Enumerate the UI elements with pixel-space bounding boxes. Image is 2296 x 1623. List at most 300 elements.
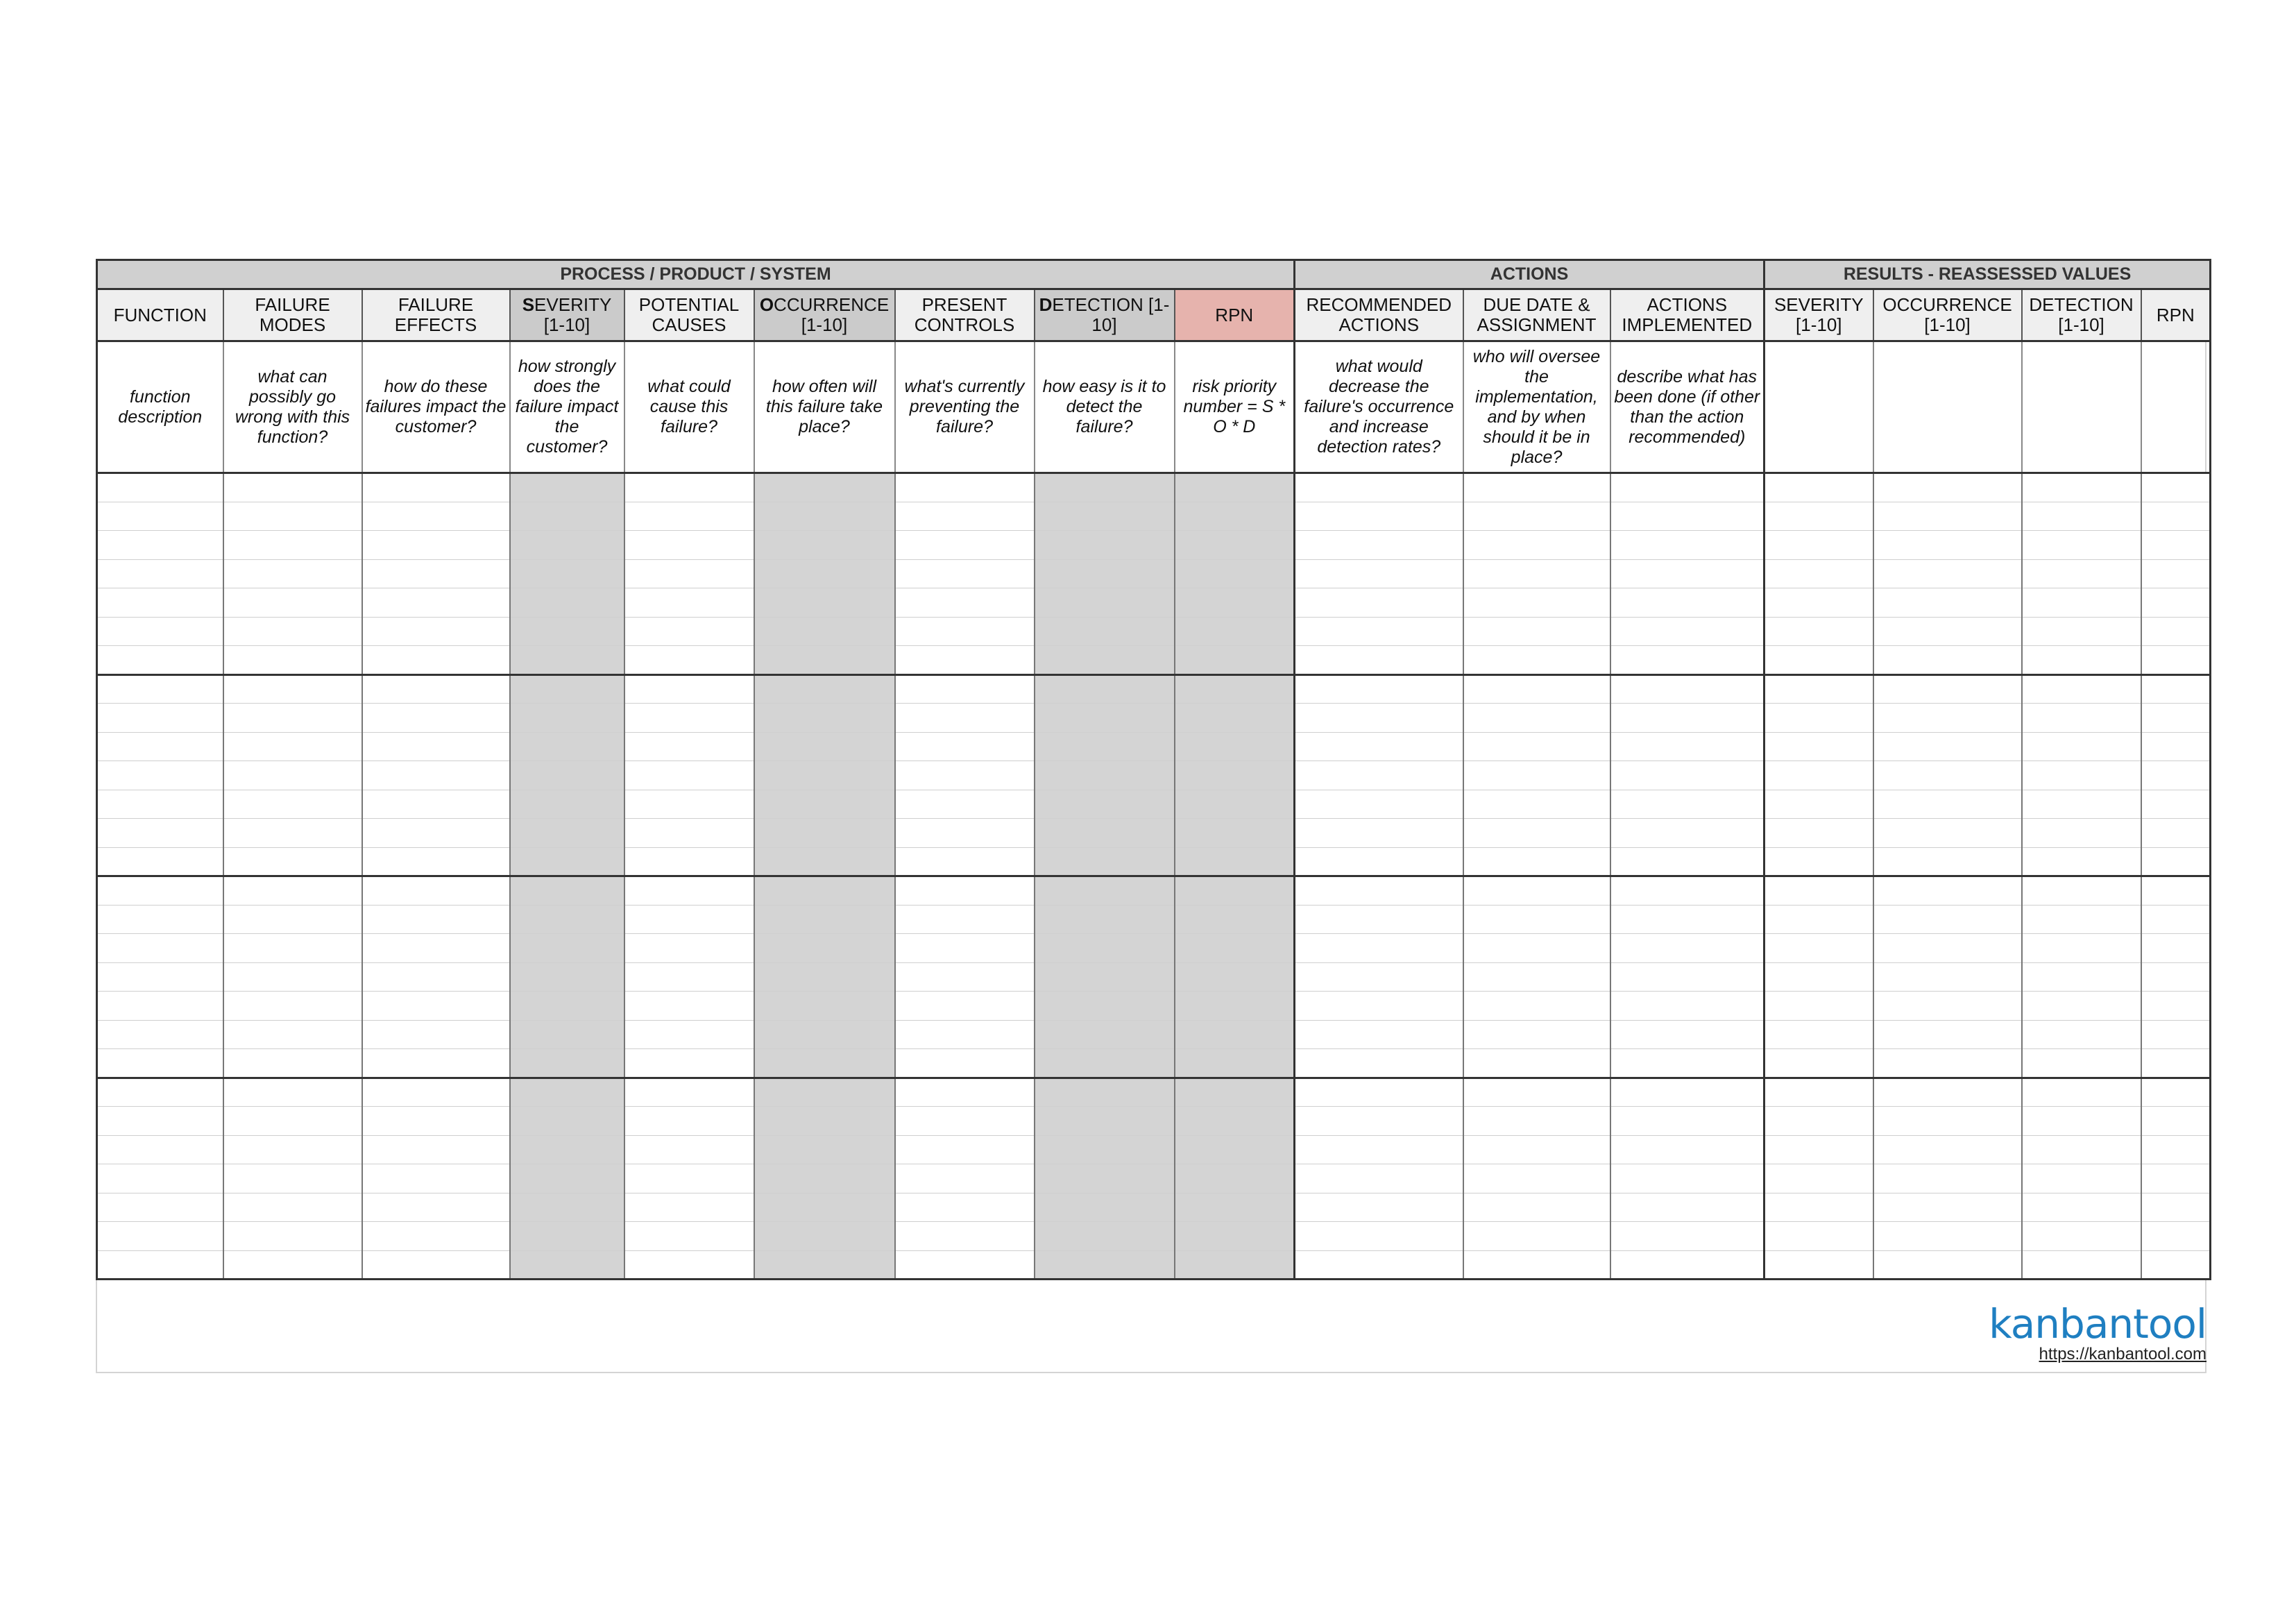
table-cell[interactable] <box>2141 674 2211 704</box>
table-cell[interactable] <box>895 992 1035 1021</box>
table-cell[interactable] <box>2141 732 2211 761</box>
table-cell[interactable] <box>624 559 754 588</box>
table-cell[interactable] <box>1463 847 1610 876</box>
table-cell[interactable] <box>2141 790 2211 819</box>
table-cell[interactable] <box>1035 502 1175 531</box>
table-cell[interactable] <box>362 1250 510 1280</box>
table-cell[interactable] <box>1610 531 1764 560</box>
table-cell[interactable] <box>2022 502 2141 531</box>
table-cell[interactable] <box>1873 559 2022 588</box>
table-cell[interactable] <box>1175 1107 1295 1136</box>
table-cell[interactable] <box>1463 704 1610 733</box>
table-cell[interactable] <box>1035 1222 1175 1251</box>
table-cell[interactable] <box>624 531 754 560</box>
table-cell[interactable] <box>1463 1222 1610 1251</box>
table-cell[interactable] <box>1035 1049 1175 1078</box>
table-cell[interactable] <box>754 1222 895 1251</box>
table-cell[interactable] <box>223 531 362 560</box>
table-cell[interactable] <box>1463 1250 1610 1280</box>
table-cell[interactable] <box>1175 588 1295 618</box>
table-cell[interactable] <box>754 1078 895 1107</box>
table-cell[interactable] <box>2141 905 2211 934</box>
table-cell[interactable] <box>2141 531 2211 560</box>
table-cell[interactable] <box>223 992 362 1021</box>
table-cell[interactable] <box>754 790 895 819</box>
table-cell[interactable] <box>1175 790 1295 819</box>
table-cell[interactable] <box>624 1049 754 1078</box>
table-cell[interactable] <box>1764 617 1873 646</box>
table-cell[interactable] <box>1295 819 1463 848</box>
table-cell[interactable] <box>1764 962 1873 992</box>
table-cell[interactable] <box>2022 934 2141 963</box>
table-cell[interactable] <box>510 646 624 675</box>
table-cell[interactable] <box>1610 1049 1764 1078</box>
table-cell[interactable] <box>895 819 1035 848</box>
table-cell[interactable] <box>1175 1222 1295 1251</box>
table-cell[interactable] <box>1463 1135 1610 1164</box>
table-cell[interactable] <box>754 905 895 934</box>
table-cell[interactable] <box>1764 876 1873 906</box>
table-cell[interactable] <box>1463 588 1610 618</box>
table-cell[interactable] <box>1873 1049 2022 1078</box>
table-cell[interactable] <box>1610 876 1764 906</box>
table-cell[interactable] <box>362 1107 510 1136</box>
table-cell[interactable] <box>1873 732 2022 761</box>
table-cell[interactable] <box>510 847 624 876</box>
table-cell[interactable] <box>510 761 624 790</box>
table-cell[interactable] <box>1873 992 2022 1021</box>
table-cell[interactable] <box>895 905 1035 934</box>
table-cell[interactable] <box>1610 992 1764 1021</box>
table-cell[interactable] <box>97 761 223 790</box>
table-cell[interactable] <box>895 646 1035 675</box>
table-cell[interactable] <box>624 473 754 502</box>
table-cell[interactable] <box>510 674 624 704</box>
table-cell[interactable] <box>1295 790 1463 819</box>
table-cell[interactable] <box>1175 1020 1295 1049</box>
table-cell[interactable] <box>1035 1250 1175 1280</box>
table-cell[interactable] <box>1610 588 1764 618</box>
table-cell[interactable] <box>1764 934 1873 963</box>
table-cell[interactable] <box>2141 1107 2211 1136</box>
table-cell[interactable] <box>754 934 895 963</box>
table-cell[interactable] <box>2022 1250 2141 1280</box>
table-cell[interactable] <box>510 1193 624 1222</box>
brand-url-link[interactable]: https://kanbantool.com <box>2039 1345 2206 1363</box>
table-cell[interactable] <box>2022 646 2141 675</box>
table-cell[interactable] <box>2141 761 2211 790</box>
table-cell[interactable] <box>1873 790 2022 819</box>
table-cell[interactable] <box>1175 559 1295 588</box>
table-cell[interactable] <box>1873 1193 2022 1222</box>
table-cell[interactable] <box>1764 1250 1873 1280</box>
table-cell[interactable] <box>1463 531 1610 560</box>
table-cell[interactable] <box>2022 1164 2141 1193</box>
table-cell[interactable] <box>1295 1250 1463 1280</box>
table-cell[interactable] <box>362 646 510 675</box>
table-cell[interactable] <box>754 473 895 502</box>
table-cell[interactable] <box>1463 790 1610 819</box>
table-cell[interactable] <box>97 1164 223 1193</box>
table-cell[interactable] <box>895 934 1035 963</box>
table-cell[interactable] <box>1764 1107 1873 1136</box>
table-cell[interactable] <box>1764 819 1873 848</box>
table-cell[interactable] <box>362 1020 510 1049</box>
table-cell[interactable] <box>2022 1049 2141 1078</box>
table-cell[interactable] <box>754 1049 895 1078</box>
table-cell[interactable] <box>754 1107 895 1136</box>
table-cell[interactable] <box>97 905 223 934</box>
table-cell[interactable] <box>97 1135 223 1164</box>
table-cell[interactable] <box>1295 1020 1463 1049</box>
table-cell[interactable] <box>1873 1164 2022 1193</box>
table-cell[interactable] <box>1764 1222 1873 1251</box>
table-cell[interactable] <box>2022 905 2141 934</box>
table-cell[interactable] <box>2022 674 2141 704</box>
table-cell[interactable] <box>1610 1135 1764 1164</box>
table-cell[interactable] <box>223 1222 362 1251</box>
table-cell[interactable] <box>1175 646 1295 675</box>
table-cell[interactable] <box>895 674 1035 704</box>
table-cell[interactable] <box>223 790 362 819</box>
table-cell[interactable] <box>1463 1164 1610 1193</box>
table-cell[interactable] <box>1873 1222 2022 1251</box>
table-cell[interactable] <box>2022 1078 2141 1107</box>
table-cell[interactable] <box>1463 1107 1610 1136</box>
table-cell[interactable] <box>362 559 510 588</box>
table-cell[interactable] <box>2141 819 2211 848</box>
table-cell[interactable] <box>1035 876 1175 906</box>
table-cell[interactable] <box>510 559 624 588</box>
table-cell[interactable] <box>1463 646 1610 675</box>
table-cell[interactable] <box>362 732 510 761</box>
table-cell[interactable] <box>1764 732 1873 761</box>
table-cell[interactable] <box>1764 1049 1873 1078</box>
table-cell[interactable] <box>2141 1049 2211 1078</box>
table-cell[interactable] <box>1295 847 1463 876</box>
table-cell[interactable] <box>1035 1107 1175 1136</box>
table-cell[interactable] <box>1295 617 1463 646</box>
table-cell[interactable] <box>1764 790 1873 819</box>
table-cell[interactable] <box>223 876 362 906</box>
table-cell[interactable] <box>2141 876 2211 906</box>
table-cell[interactable] <box>1295 761 1463 790</box>
table-cell[interactable] <box>362 876 510 906</box>
table-cell[interactable] <box>1610 646 1764 675</box>
table-cell[interactable] <box>624 761 754 790</box>
table-cell[interactable] <box>2022 847 2141 876</box>
table-cell[interactable] <box>1873 473 2022 502</box>
table-cell[interactable] <box>895 1020 1035 1049</box>
table-cell[interactable] <box>624 588 754 618</box>
table-cell[interactable] <box>2141 559 2211 588</box>
table-cell[interactable] <box>223 819 362 848</box>
table-cell[interactable] <box>1610 1078 1764 1107</box>
table-cell[interactable] <box>2141 934 2211 963</box>
table-cell[interactable] <box>1764 531 1873 560</box>
table-cell[interactable] <box>895 588 1035 618</box>
table-cell[interactable] <box>97 588 223 618</box>
table-cell[interactable] <box>1035 617 1175 646</box>
table-cell[interactable] <box>1610 1164 1764 1193</box>
table-cell[interactable] <box>895 473 1035 502</box>
table-cell[interactable] <box>223 1164 362 1193</box>
table-cell[interactable] <box>1764 905 1873 934</box>
table-cell[interactable] <box>1463 617 1610 646</box>
table-cell[interactable] <box>624 934 754 963</box>
table-cell[interactable] <box>1175 1164 1295 1193</box>
table-cell[interactable] <box>97 732 223 761</box>
table-cell[interactable] <box>754 1250 895 1280</box>
table-cell[interactable] <box>1873 1135 2022 1164</box>
table-cell[interactable] <box>1764 473 1873 502</box>
table-cell[interactable] <box>1873 646 2022 675</box>
table-cell[interactable] <box>362 1222 510 1251</box>
table-cell[interactable] <box>754 559 895 588</box>
table-cell[interactable] <box>1764 847 1873 876</box>
table-cell[interactable] <box>895 847 1035 876</box>
table-cell[interactable] <box>2022 992 2141 1021</box>
table-cell[interactable] <box>1175 674 1295 704</box>
table-cell[interactable] <box>1295 646 1463 675</box>
table-cell[interactable] <box>1295 559 1463 588</box>
table-cell[interactable] <box>97 992 223 1021</box>
table-cell[interactable] <box>1175 1135 1295 1164</box>
table-cell[interactable] <box>510 819 624 848</box>
table-cell[interactable] <box>1295 876 1463 906</box>
table-cell[interactable] <box>1035 1193 1175 1222</box>
table-cell[interactable] <box>895 790 1035 819</box>
table-cell[interactable] <box>1175 502 1295 531</box>
table-cell[interactable] <box>1463 1078 1610 1107</box>
table-cell[interactable] <box>2141 1135 2211 1164</box>
table-cell[interactable] <box>223 1193 362 1222</box>
table-cell[interactable] <box>2022 1222 2141 1251</box>
table-cell[interactable] <box>895 962 1035 992</box>
table-cell[interactable] <box>223 1250 362 1280</box>
table-cell[interactable] <box>223 1020 362 1049</box>
table-cell[interactable] <box>1764 992 1873 1021</box>
table-cell[interactable] <box>510 934 624 963</box>
table-cell[interactable] <box>1873 905 2022 934</box>
table-cell[interactable] <box>1035 761 1175 790</box>
table-cell[interactable] <box>2141 1193 2211 1222</box>
table-cell[interactable] <box>1764 674 1873 704</box>
table-cell[interactable] <box>1035 704 1175 733</box>
table-cell[interactable] <box>1295 962 1463 992</box>
table-cell[interactable] <box>1610 1250 1764 1280</box>
table-cell[interactable] <box>223 1107 362 1136</box>
table-cell[interactable] <box>97 1049 223 1078</box>
table-cell[interactable] <box>754 674 895 704</box>
table-cell[interactable] <box>510 1222 624 1251</box>
table-cell[interactable] <box>624 876 754 906</box>
table-cell[interactable] <box>624 1020 754 1049</box>
table-cell[interactable] <box>510 876 624 906</box>
table-cell[interactable] <box>1295 992 1463 1021</box>
table-cell[interactable] <box>1873 588 2022 618</box>
table-cell[interactable] <box>1873 847 2022 876</box>
table-cell[interactable] <box>362 962 510 992</box>
table-cell[interactable] <box>2141 1250 2211 1280</box>
table-cell[interactable] <box>362 704 510 733</box>
table-cell[interactable] <box>510 790 624 819</box>
table-cell[interactable] <box>754 646 895 675</box>
table-cell[interactable] <box>510 962 624 992</box>
table-cell[interactable] <box>362 1078 510 1107</box>
table-cell[interactable] <box>1175 819 1295 848</box>
table-cell[interactable] <box>1035 732 1175 761</box>
table-cell[interactable] <box>1175 934 1295 963</box>
table-cell[interactable] <box>754 704 895 733</box>
table-cell[interactable] <box>895 761 1035 790</box>
table-cell[interactable] <box>1295 674 1463 704</box>
table-cell[interactable] <box>2022 704 2141 733</box>
table-cell[interactable] <box>2141 1020 2211 1049</box>
table-cell[interactable] <box>223 732 362 761</box>
table-cell[interactable] <box>1610 559 1764 588</box>
table-cell[interactable] <box>1764 502 1873 531</box>
table-cell[interactable] <box>1295 1164 1463 1193</box>
table-cell[interactable] <box>362 819 510 848</box>
table-cell[interactable] <box>2022 761 2141 790</box>
table-cell[interactable] <box>510 905 624 934</box>
table-cell[interactable] <box>754 992 895 1021</box>
table-cell[interactable] <box>2022 1135 2141 1164</box>
table-cell[interactable] <box>223 934 362 963</box>
table-cell[interactable] <box>362 992 510 1021</box>
table-cell[interactable] <box>1035 473 1175 502</box>
table-cell[interactable] <box>754 732 895 761</box>
table-cell[interactable] <box>2141 588 2211 618</box>
table-cell[interactable] <box>895 1049 1035 1078</box>
table-cell[interactable] <box>97 790 223 819</box>
table-cell[interactable] <box>895 1107 1035 1136</box>
table-cell[interactable] <box>624 1135 754 1164</box>
table-cell[interactable] <box>362 1164 510 1193</box>
table-cell[interactable] <box>1035 992 1175 1021</box>
table-cell[interactable] <box>223 1135 362 1164</box>
table-cell[interactable] <box>510 992 624 1021</box>
table-cell[interactable] <box>1610 732 1764 761</box>
table-cell[interactable] <box>1295 1193 1463 1222</box>
table-cell[interactable] <box>624 1107 754 1136</box>
table-cell[interactable] <box>362 473 510 502</box>
table-cell[interactable] <box>754 847 895 876</box>
table-cell[interactable] <box>1463 1193 1610 1222</box>
table-cell[interactable] <box>895 531 1035 560</box>
table-cell[interactable] <box>362 905 510 934</box>
table-cell[interactable] <box>1873 1020 2022 1049</box>
table-cell[interactable] <box>1175 732 1295 761</box>
table-cell[interactable] <box>1764 1164 1873 1193</box>
table-cell[interactable] <box>223 588 362 618</box>
table-cell[interactable] <box>1463 674 1610 704</box>
table-cell[interactable] <box>1175 847 1295 876</box>
table-cell[interactable] <box>97 962 223 992</box>
table-cell[interactable] <box>223 962 362 992</box>
table-cell[interactable] <box>1764 588 1873 618</box>
table-cell[interactable] <box>362 847 510 876</box>
table-cell[interactable] <box>97 704 223 733</box>
table-cell[interactable] <box>1764 1193 1873 1222</box>
table-cell[interactable] <box>624 1222 754 1251</box>
table-cell[interactable] <box>510 588 624 618</box>
table-cell[interactable] <box>97 1222 223 1251</box>
table-cell[interactable] <box>624 674 754 704</box>
table-cell[interactable] <box>754 876 895 906</box>
table-cell[interactable] <box>510 1250 624 1280</box>
table-cell[interactable] <box>1873 531 2022 560</box>
table-cell[interactable] <box>1035 1164 1175 1193</box>
table-cell[interactable] <box>624 732 754 761</box>
table-cell[interactable] <box>223 1049 362 1078</box>
table-cell[interactable] <box>1463 992 1610 1021</box>
table-cell[interactable] <box>510 473 624 502</box>
table-cell[interactable] <box>1463 1049 1610 1078</box>
table-cell[interactable] <box>223 674 362 704</box>
table-cell[interactable] <box>895 876 1035 906</box>
table-cell[interactable] <box>1295 1222 1463 1251</box>
table-cell[interactable] <box>510 1164 624 1193</box>
table-cell[interactable] <box>1295 704 1463 733</box>
table-cell[interactable] <box>2022 559 2141 588</box>
table-cell[interactable] <box>97 934 223 963</box>
table-cell[interactable] <box>1764 704 1873 733</box>
table-cell[interactable] <box>97 559 223 588</box>
table-cell[interactable] <box>754 1135 895 1164</box>
table-cell[interactable] <box>2141 1078 2211 1107</box>
table-cell[interactable] <box>1295 934 1463 963</box>
table-cell[interactable] <box>1463 761 1610 790</box>
table-cell[interactable] <box>1035 847 1175 876</box>
table-cell[interactable] <box>754 617 895 646</box>
table-cell[interactable] <box>754 1020 895 1049</box>
table-cell[interactable] <box>2022 1107 2141 1136</box>
table-cell[interactable] <box>510 531 624 560</box>
table-cell[interactable] <box>1873 819 2022 848</box>
table-cell[interactable] <box>1764 1078 1873 1107</box>
table-cell[interactable] <box>1463 962 1610 992</box>
table-cell[interactable] <box>1610 905 1764 934</box>
table-cell[interactable] <box>1873 617 2022 646</box>
table-cell[interactable] <box>1610 1193 1764 1222</box>
table-cell[interactable] <box>1463 1020 1610 1049</box>
table-cell[interactable] <box>1035 905 1175 934</box>
table-cell[interactable] <box>510 1049 624 1078</box>
table-cell[interactable] <box>624 905 754 934</box>
table-cell[interactable] <box>1175 617 1295 646</box>
table-cell[interactable] <box>97 1020 223 1049</box>
table-cell[interactable] <box>362 761 510 790</box>
table-cell[interactable] <box>510 732 624 761</box>
table-cell[interactable] <box>1035 1135 1175 1164</box>
table-cell[interactable] <box>1610 847 1764 876</box>
table-cell[interactable] <box>1463 559 1610 588</box>
table-cell[interactable] <box>1175 1193 1295 1222</box>
table-cell[interactable] <box>1175 905 1295 934</box>
table-cell[interactable] <box>1035 646 1175 675</box>
table-cell[interactable] <box>1295 502 1463 531</box>
table-cell[interactable] <box>362 674 510 704</box>
table-cell[interactable] <box>2022 876 2141 906</box>
table-cell[interactable] <box>1873 704 2022 733</box>
table-cell[interactable] <box>895 1250 1035 1280</box>
table-cell[interactable] <box>97 674 223 704</box>
table-cell[interactable] <box>1175 473 1295 502</box>
table-cell[interactable] <box>97 617 223 646</box>
table-cell[interactable] <box>223 905 362 934</box>
